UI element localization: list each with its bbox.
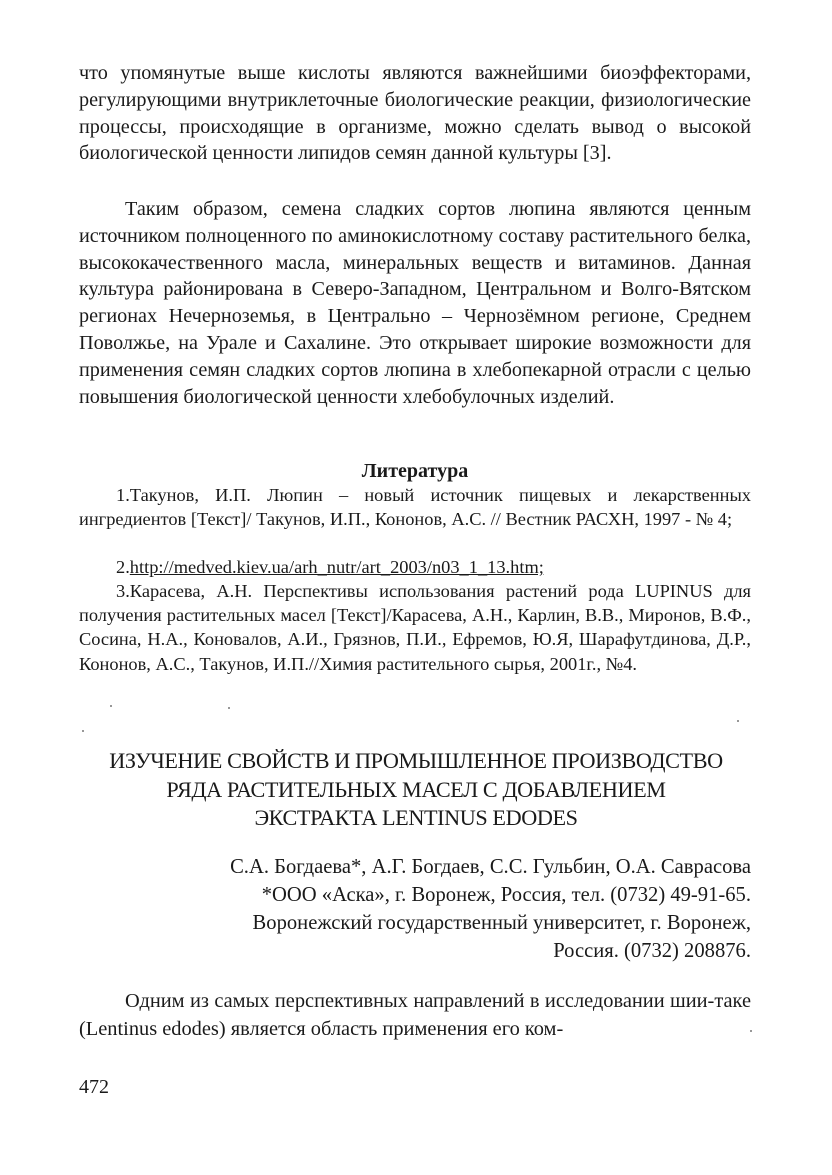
article-title-line-1: ИЗУЧЕНИЕ СВОЙСТВ И ПРОМЫШЛЕННОЕ ПРОИЗВОДСТВО <box>109 748 723 773</box>
scan-speck <box>228 707 230 709</box>
scan-speck <box>82 730 84 732</box>
scan-speck <box>110 705 112 707</box>
article-title-line-3: ЭКСТРАКТА LENTINUS EDODES <box>254 805 578 831</box>
scan-speck <box>750 1030 752 1032</box>
authors-names: С.А. Богдаева*, А.Г. Богдаев, С.С. Гульбин, О.А. Саврасова <box>230 856 751 878</box>
affiliation-2: Воронежский государственный университет, г. Воронеж, <box>252 912 751 934</box>
affiliation-1: *ООО «Аска», г. Воронеж, Россия, тел. (0732) 49-91-65. <box>261 884 751 906</box>
references-heading: Литература <box>361 460 469 482</box>
reference-item-2 <box>79 555 751 579</box>
reference-link[interactable]: http://medved.kiev.ua/arh_nutr/art_2003/n03_1_13.htm; <box>129 557 544 577</box>
paragraph-2: Таким образом, семена сладких сортов люпина являются ценным источником полноценного по аминокислотному составу растительного белка, высококачественного масла, минеральных веществ и витаминов. Данная культура районирована в Северо-Западном, Центральном и Волго-Вятском регионах Нечерноземья, в Центрально – Чернозёмном регионе, Среднем Поволжье, на Урале и Сахалине. Это открывает широкие возможности для применения семян сладких сортов люпина в хлебопекарной отрасли с целью повышения биологической ценности хлебобулочных изделий. <box>79 198 751 408</box>
reference-item-3: 3.Карасева, А.Н. Перспективы использования растений рода LUPINUS для получения растительных масел [Текст]/Карасева, А.Н., Карлин, В.В., Миронов, В.Ф., Сосина, Н.А., Коновалов, А.И., Грязнов, П.И., Ефремов, Ю.Я, Шарафутдинова, Д.Р., Кононов, А.С., Такунов, И.П.//Химия растительного сырья, 2001г., №4. <box>79 581 751 674</box>
scan-speck <box>737 720 739 722</box>
article-title <box>60 747 772 833</box>
reference-item-1: 1.Такунов, И.П. Люпин – новый источник пищевых и лекарственных ингредиентов [Текст]/ Такунов, И.П., Кононов, А.С. // Вестник РАСХН, 1997 - № 4; <box>79 485 751 530</box>
article-title-line-2: РЯДА РАСТИТЕЛЬНЫХ МАСЕЛ С ДОБАВЛЕНИЕМ <box>166 776 666 802</box>
paragraph-1: что упомянутые выше кислоты являются важнейшими биоэффекторами, регулирующими внутриклеточные биологические реакции, физиологические процессы, происходящие в организме, можно сделать вывод о высокой биологической ценности липидов семян данной культуры [3]. <box>79 62 751 165</box>
affiliation-2-contact: Россия. (0732) 208876. <box>553 940 751 962</box>
intro-paragraph: Одним из самых перспективных направлений в исследовании шии-таке (Lentinus edodes) является область применения его ком- <box>79 990 751 1040</box>
authors-block <box>230 853 751 965</box>
page-number: 472 <box>79 1076 109 1098</box>
reference-number-2: 2. <box>116 557 130 577</box>
